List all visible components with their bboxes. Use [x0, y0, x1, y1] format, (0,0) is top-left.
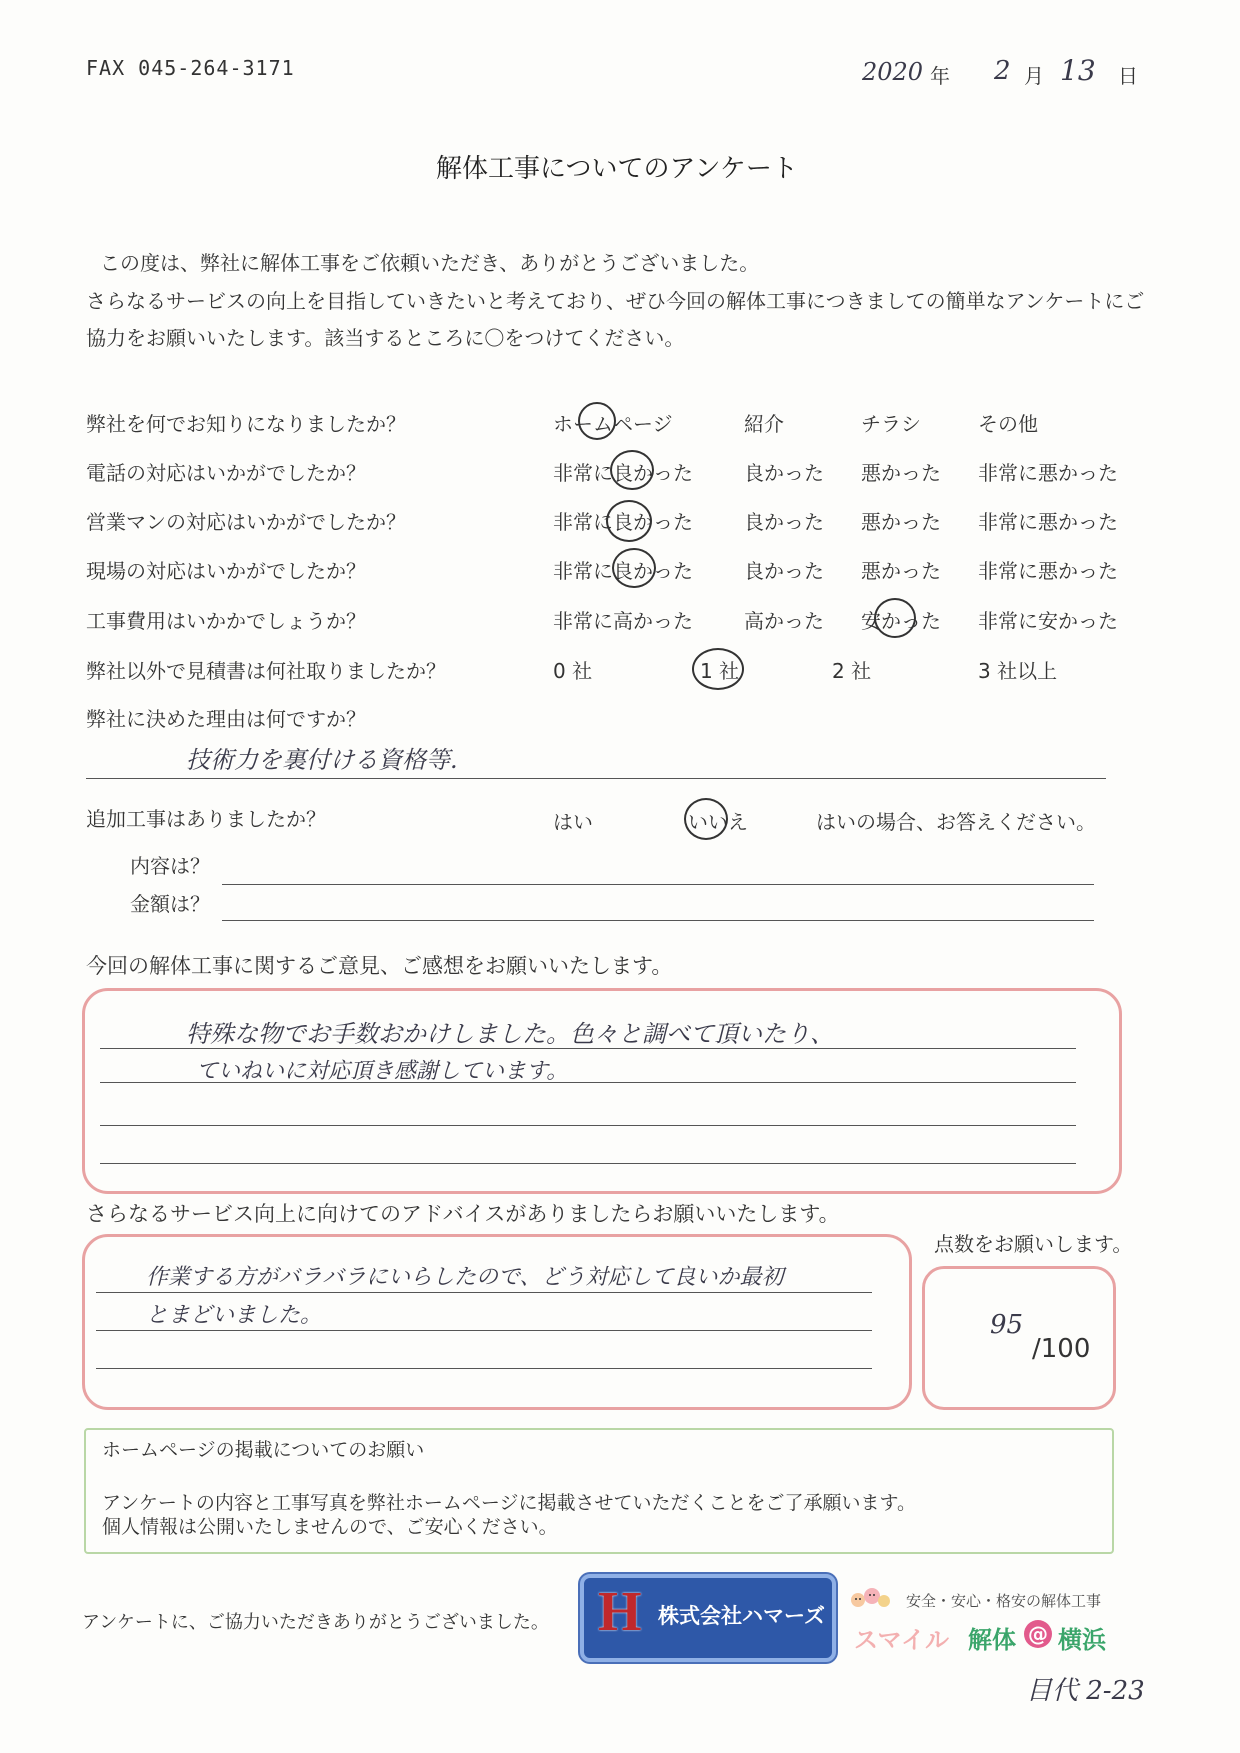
homepage-notice-line: 個人情報は公開いたしませんので、ご安心ください。: [102, 1516, 558, 1538]
reason-question: 弊社に決めた理由は何ですか？: [86, 707, 366, 731]
option[interactable]: 非常に悪かった: [978, 510, 1118, 534]
logo-h-icon: H: [598, 1581, 642, 1643]
additional-question: 追加工事はありましたか？: [86, 807, 326, 831]
option[interactable]: 非常に悪かった: [978, 559, 1118, 583]
option[interactable]: 安かった: [861, 609, 941, 633]
option[interactable]: 1 社: [700, 659, 740, 683]
additional-note: はいの場合、お答えください。: [816, 810, 1096, 834]
option[interactable]: 0 社: [553, 659, 593, 683]
answer-circle-mark: [578, 402, 616, 440]
score-heading: 点数をお願いします。: [934, 1232, 1133, 1256]
answer-circle-mark: [692, 648, 744, 690]
opinion-heading: 今回の解体工事に関するご意見、ご感想をお願いいたします。: [86, 954, 673, 978]
writing-line: [100, 1163, 1076, 1164]
answer-circle-mark: [874, 598, 916, 638]
date-month: 2: [994, 56, 1011, 86]
option-yes[interactable]: はい: [553, 810, 593, 834]
date-year: 2020: [862, 58, 924, 86]
content-label: 内容は？: [130, 854, 210, 878]
writing-line: [96, 1292, 872, 1293]
option[interactable]: 3 社以上: [978, 659, 1058, 683]
question-label: 工事費用はいかかでしょうか？: [86, 609, 366, 633]
tagline: 安全・安心・格安の解体工事: [906, 1592, 1102, 1610]
writing-line: [100, 1082, 1076, 1083]
intro-line: さらなるサービスの向上を目指していきたいと考えており、ぜひ今回の解体工事につきましての簡単なアンケートにご: [86, 289, 1145, 313]
option[interactable]: チラシ: [861, 412, 921, 436]
option[interactable]: 悪かった: [861, 461, 941, 485]
advice-line: とまどいました。: [146, 1303, 323, 1328]
company-logo: [580, 1574, 836, 1662]
content-field[interactable]: [222, 884, 1094, 885]
company-name: 株式会社ハマーズ: [658, 1604, 825, 1628]
score-value: 95: [990, 1310, 1024, 1340]
smile-characters-icon: [850, 1586, 890, 1610]
answer-circle-mark: [684, 798, 728, 840]
option[interactable]: 紹介: [744, 412, 784, 436]
footer-thanks: アンケートに、ご協力いただきありがとうございました。: [82, 1612, 549, 1633]
brand-smile: スマイル: [854, 1626, 950, 1654]
writing-line: [100, 1048, 1076, 1049]
homepage-notice-line: アンケートの内容と工事写真を弊社ホームページに掲載させていただくことをご了承願います。: [102, 1492, 916, 1514]
date-month-unit: 月: [1024, 64, 1044, 88]
page-title: 解体工事についてのアンケート: [436, 154, 798, 184]
option[interactable]: ホームページ: [553, 412, 673, 436]
option[interactable]: 非常に安かった: [978, 609, 1118, 633]
option[interactable]: 高かった: [744, 609, 824, 633]
answer-circle-mark: [610, 450, 654, 490]
question-label: 弊社以外で見積書は何社取りましたか？: [86, 659, 446, 683]
fax-number: FAX 045-264-3171: [86, 56, 295, 80]
option-no[interactable]: いいえ: [688, 810, 748, 834]
score-max: /100: [1032, 1334, 1091, 1364]
option[interactable]: 悪かった: [861, 510, 941, 534]
option[interactable]: 良かった: [744, 461, 824, 485]
brand-yokohama: 横浜: [1058, 1626, 1106, 1654]
answer-circle-mark: [606, 500, 652, 542]
answer-underline: [86, 778, 1106, 779]
option[interactable]: 非常に良かった: [553, 559, 693, 583]
option[interactable]: 非常に高かった: [553, 609, 693, 633]
homepage-notice-title: ホームページの掲載についてのお願い: [102, 1439, 425, 1461]
handwritten-note: 目代 2-23: [1026, 1676, 1145, 1706]
amount-label: 金額は？: [130, 892, 210, 916]
brand-kaitai: 解体: [968, 1626, 1016, 1654]
question-label: 電話の対応はいかがでしたか？: [86, 461, 366, 485]
option[interactable]: 良かった: [744, 510, 824, 534]
intro-line: 協力をお願いいたします。該当するところに〇をつけてください。: [86, 326, 685, 350]
amount-field[interactable]: [222, 920, 1094, 921]
date-day: 13: [1060, 54, 1096, 87]
writing-line: [96, 1330, 872, 1331]
intro-line: この度は、弊社に解体工事をご依頼いただき、ありがとうございました。: [100, 251, 760, 275]
option[interactable]: その他: [978, 412, 1038, 436]
date-day-unit: 日: [1118, 64, 1138, 88]
brand-at-icon: @: [1024, 1620, 1052, 1648]
writing-line: [96, 1368, 872, 1369]
option[interactable]: 悪かった: [861, 559, 941, 583]
question-label: 弊社を何でお知りになりましたか？: [86, 412, 406, 436]
question-label: 現場の対応はいかがでしたか？: [86, 559, 366, 583]
option[interactable]: 非常に良かった: [553, 510, 693, 534]
option[interactable]: 2 社: [832, 659, 872, 683]
answer-circle-mark: [612, 548, 656, 588]
question-label: 営業マンの対応はいかがでしたか？: [86, 510, 406, 534]
option[interactable]: 非常に良かった: [553, 461, 693, 485]
option[interactable]: 良かった: [744, 559, 824, 583]
reason-answer[interactable]: 技術力を裏付ける資格等.: [186, 746, 458, 774]
date-year-unit: 年: [930, 64, 950, 88]
advice-line: 作業する方がバラバラにいらしたので、どう対応して良いか最初: [146, 1265, 784, 1290]
advice-heading: さらなるサービス向上に向けてのアドバイスがありましたらお願いいたします。: [86, 1202, 840, 1226]
opinion-line: ていねいに対応頂き感謝しています。: [196, 1059, 569, 1084]
writing-line: [100, 1125, 1076, 1126]
option[interactable]: 非常に悪かった: [978, 461, 1118, 485]
opinion-line: 特殊な物でお手数おかけしました。色々と調べて頂いたり、: [186, 1020, 834, 1048]
